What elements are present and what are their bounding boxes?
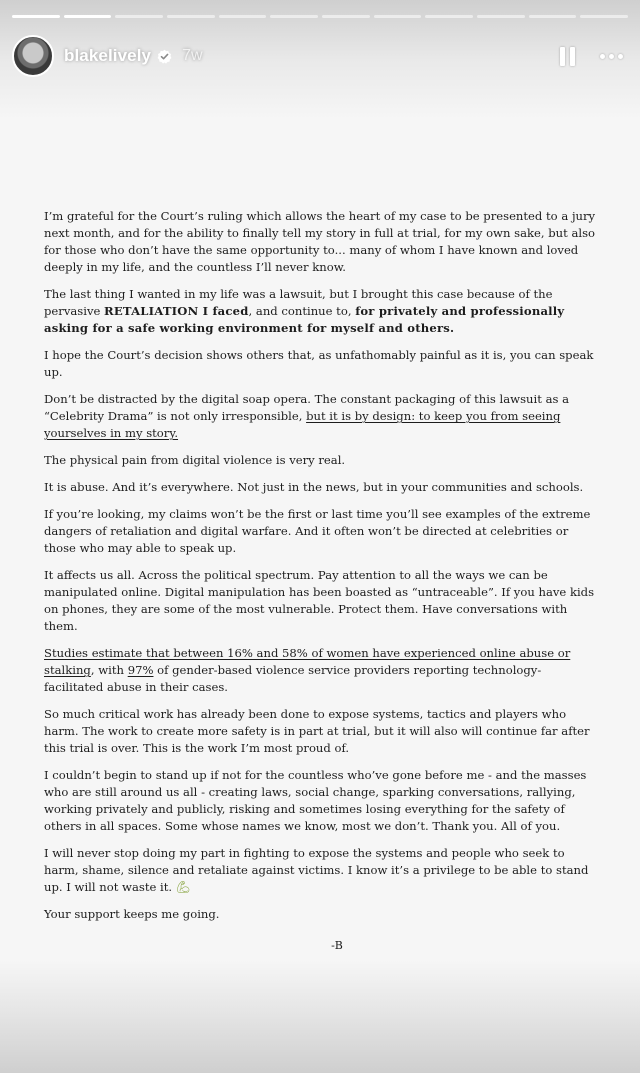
underlined-text: but it is by design: to keep you from seeing yourselves in my story.	[44, 409, 561, 440]
progress-segment	[219, 15, 267, 18]
paragraph-text: , with	[90, 663, 128, 677]
progress-segment	[12, 15, 60, 18]
story-header	[12, 34, 626, 78]
progress-segment	[477, 15, 525, 18]
letter-paragraph	[44, 506, 600, 557]
paragraph-text: It is abuse. And it’s everywhere. Not just in the news, but in your communities and schools.	[44, 480, 584, 494]
underlined-text: 97%	[127, 663, 154, 677]
paragraph-text: I hope the Court’s decision shows others that, as unfathomably painful as it is, you can speak up.	[44, 348, 594, 379]
statement-letter	[44, 208, 600, 964]
more-dots-icon	[618, 54, 623, 59]
paragraph-text: If you’re looking, my claims won’t be the first or last time you’ll see examples of the extreme dangers of retaliation and digital warfare. And it often won’t be directed at celebrities or those who may able to speak up.	[44, 507, 591, 555]
paragraph-text: Don’t be distracted by the digital soap opera. The constant packaging of this lawsuit as a “Celebrity Drama” is not only irresponsible,	[44, 392, 570, 423]
letter-paragraph	[44, 567, 600, 635]
letter-paragraph	[44, 706, 600, 757]
bold-emphasis: RETALIATION I faced	[104, 304, 249, 318]
progress-segment	[115, 15, 163, 18]
username[interactable]: blakelively	[64, 46, 152, 65]
more-dots-icon	[609, 54, 614, 59]
paragraph-text: of gender-based violence service providers reporting technology-facilitated abuse in their cases.	[44, 663, 542, 694]
progress-segment	[529, 15, 577, 18]
progress-segment	[322, 15, 370, 18]
progress-segment	[374, 15, 422, 18]
letter-paragraph	[44, 391, 600, 442]
bold-emphasis: for privately and professionally asking for a safe working environment for myself and others.	[44, 304, 565, 335]
avatar[interactable]	[12, 35, 54, 77]
paragraph-text: The physical pain from digital violence is very real.	[44, 453, 346, 467]
letter-paragraph	[44, 906, 600, 923]
letter-paragraph	[44, 347, 600, 381]
paragraph-text: I will never stop doing my part in fighting to expose the systems and people who seek to harm, shame, silence and retaliate against victims. I know it’s a privilege to be able to stand up. I will not waste it.	[44, 846, 589, 894]
progress-segment	[270, 15, 318, 18]
verified-badge-icon	[157, 49, 172, 64]
story-progress-bar	[12, 15, 628, 18]
letter-paragraph	[44, 767, 600, 835]
pause-button[interactable]	[552, 41, 582, 71]
pause-icon	[570, 47, 575, 66]
progress-segment	[580, 15, 628, 18]
progress-segment	[64, 15, 112, 18]
pause-icon	[560, 47, 565, 66]
paragraph-text: , and continue to,	[248, 304, 356, 318]
paragraph-text: So much critical work has already been done to expose systems, tactics and players who harm. The work to create more safety is in part at trial, but it will also will continue far after this trial is over. This is the work I’m most proud of.	[44, 707, 590, 755]
signature: -B	[331, 939, 343, 952]
letter-paragraph	[44, 845, 600, 896]
progress-segment	[425, 15, 473, 18]
paragraph-text: It affects us all. Across the political spectrum. Pay attention to all the ways we can be manipulated online. Digital manipulation has been boasted as “untraceable”. If you have kids on phones, they are some of the most vulnerable. Protect them. Have conversations with them.	[44, 568, 595, 633]
muscle-emoji-icon: 💪︎	[175, 880, 192, 894]
letter-paragraph	[44, 479, 600, 496]
paragraph-text: Your support keeps me going.	[44, 907, 220, 921]
letter-paragraph	[44, 645, 600, 696]
progress-segment	[167, 15, 215, 18]
more-dots-icon	[600, 54, 605, 59]
letter-paragraph	[44, 286, 600, 337]
post-timestamp: 7w	[182, 47, 203, 64]
letter-paragraph	[44, 208, 600, 276]
underlined-text: Studies estimate that between 16% and 58% of women have experienced online abuse or stalking	[44, 646, 571, 677]
more-options-button[interactable]	[596, 41, 626, 71]
letter-paragraph	[44, 452, 600, 469]
paragraph-text: The last thing I wanted in my life was a lawsuit, but I brought this case because of the pervasive	[44, 287, 553, 318]
paragraph-text: I couldn’t begin to stand up if not for the countless who’ve gone before me - and the masses who are still around us all - creating laws, social change, sparking conversations, rallying, working privately and publicly, risking and sometimes losing everything for the safety of others in all spaces. Some whose names we know, most we don’t. Thank you. All of you.	[44, 768, 587, 833]
paragraph-text: I’m grateful for the Court’s ruling which allows the heart of my case to be presented to a jury next month, and for the ability to finally tell my story in full at trial, for my own sake, but also for those who don’t have the same opportunity to... many of whom I have known and loved deeply in my life, and the countless I’ll never know.	[44, 209, 596, 274]
